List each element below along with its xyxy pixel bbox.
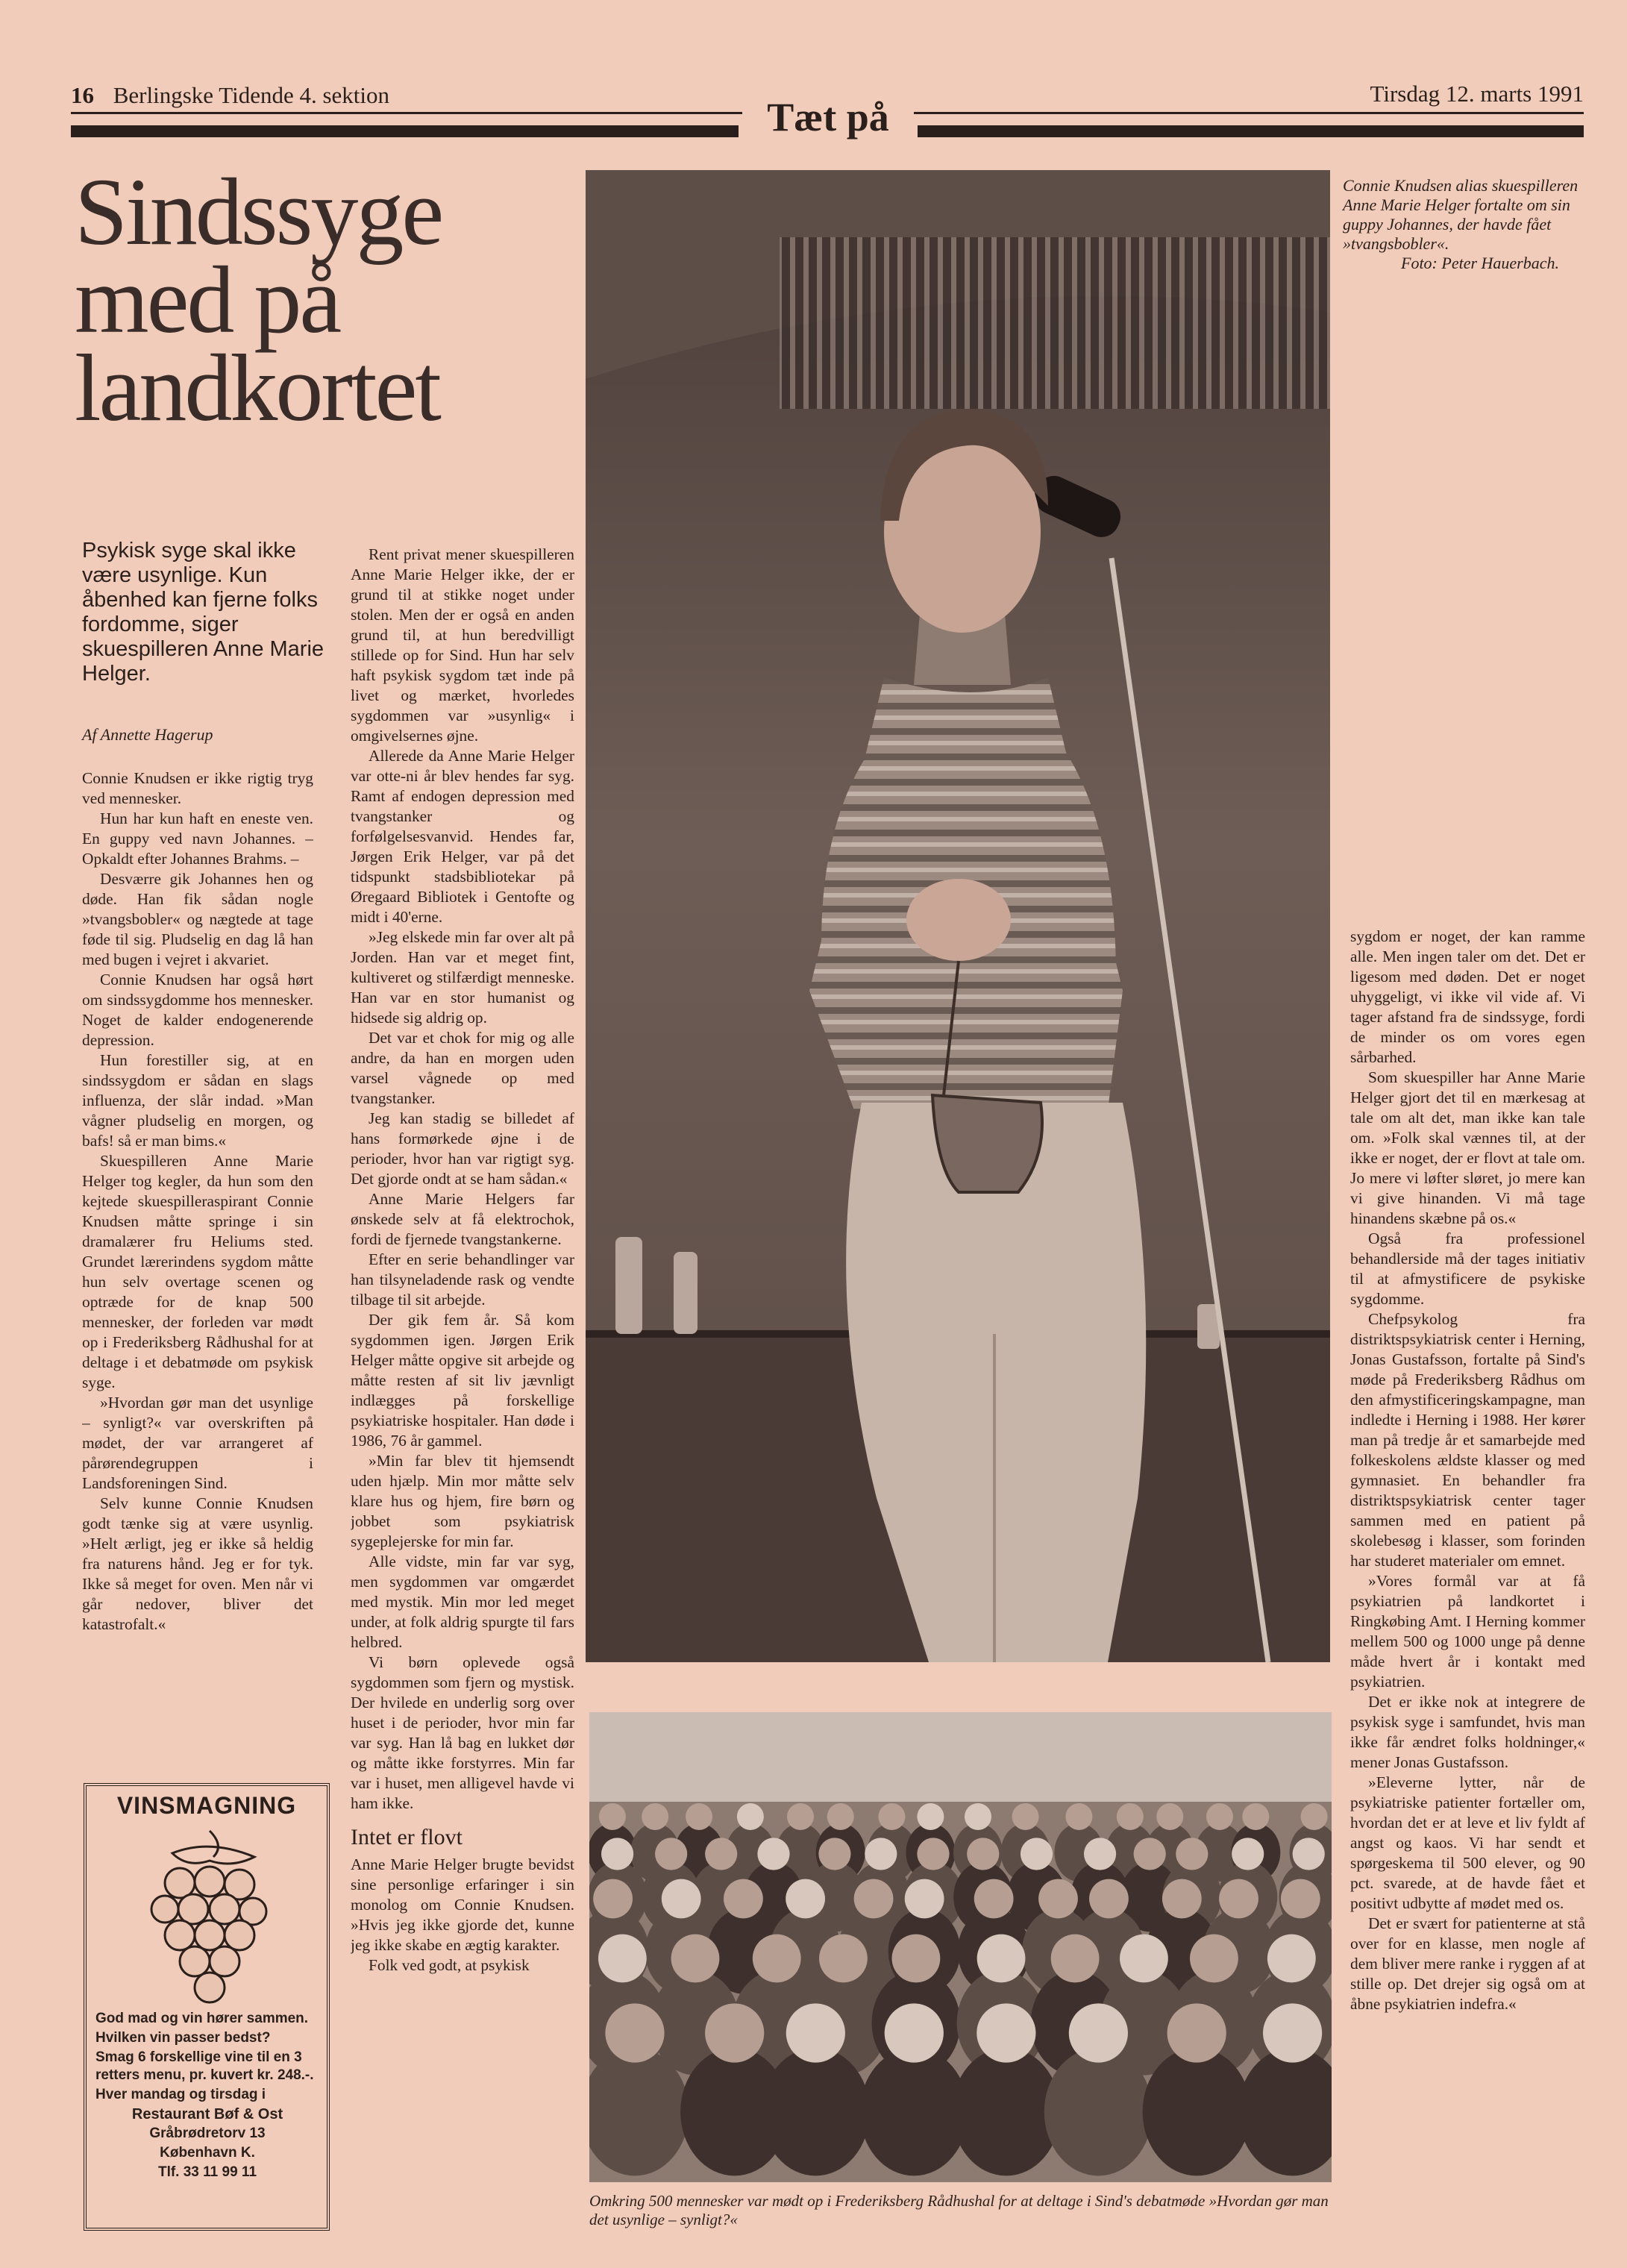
ad-line: Hver mandag og tirsdag i — [95, 2087, 266, 2102]
audience-member-head — [598, 1935, 647, 1983]
audience-member-head — [885, 2003, 944, 2062]
audience-member-head — [1232, 1838, 1264, 1870]
audience-member-head — [1038, 1879, 1078, 1919]
ad-phone: Tlf. 33 11 99 11 — [157, 2164, 257, 2180]
audience-member-head — [1162, 1879, 1202, 1919]
paragraph: »Min far blev tit hjemsendt uden hjælp. Min mor måtte selv klare hus og hjem, fire børn og jobbet som psykiatrisk sygeplejerske for min far. — [351, 1452, 574, 1550]
audience-member-head — [601, 1838, 633, 1870]
paragraph: Hun forestiller sig, at en sindssygdom er sådan en slags influenza, der slår indad. »Man vågner pludselig en morgen, og bafs! så er man bims.« — [82, 1051, 313, 1150]
audience-member-head — [1293, 1838, 1325, 1870]
audience-member-head — [1219, 1879, 1258, 1919]
audience-member-head — [965, 1803, 991, 1830]
audience-member-head — [593, 1879, 633, 1919]
paragraph: Skuespilleren Anne Marie Helger tog kegler, da hun som den kejtede skuespilleraspirant Connie Knudsen måtte springe i sin dramalærer fru Heliums sted. Grundet lærerindens sygdom måtte hun selv overtage scenen og optræde for de knap 500 mennesker, der forleden var mødt op i Frederiksberg Rådhushal for at deltage i et debatmøde om psykisk syge. — [82, 1152, 313, 1391]
crowd-photo — [589, 1712, 1332, 2182]
audience-member-head — [1117, 1803, 1144, 1830]
audience-member-head — [1242, 1803, 1269, 1830]
paragraph: Alle vidste, min far var syg, men sygdommen var omgærdet med mystik. Min mor led meget under, at folk aldrig spurgte til fars helbred. — [351, 1553, 574, 1651]
audience-member-head — [917, 1803, 944, 1830]
ad-line: Hvilken vin passer bedst? — [95, 2030, 271, 2046]
paragraph: sygdom er noget, der kan ramme alle. Men ingen taler om det. Det er ligesom med døden. Det er noget uhyggeligt, vi ikke vil vide af. Vi tager afstand fra de sindssyge, fordi de minder os om vores egen sårbarhed. — [1350, 927, 1585, 1066]
audience-member-body — [952, 2048, 1060, 2176]
paragraph: Selv kunne Connie Knudsen godt tænke sig at være usynlig. »Helt ærligt, jeg er ikke så heldig fra naturens hånd. Jeg er for tyk. Ikke så meget for oven. Men når vi går nedover, bliver det katastrofalt.« — [82, 1494, 313, 1633]
paragraph: Anne Marie Helger brugte bevidst sine personlige erfaringer i sin monolog om Connie Knudsen. »Hvis jeg ikke gjorde det, kunne jeg ikke skabe en ægtig karakter. — [351, 1855, 574, 1954]
performer-photo-illustration — [586, 170, 1330, 1662]
headline-line: Sindssyge — [75, 159, 442, 265]
paragraph: »Jeg elskede min far over alt på Jorden. Han var et meget fint, kultiveret og stilfærdigt menneske. Han var en stor humanist og hidsede sig aldrig op. — [351, 928, 574, 1027]
ad-address: Gråbrødretorv 13 — [149, 2126, 266, 2141]
audience-member-head — [818, 1838, 850, 1870]
audience-member-head — [605, 2003, 664, 2062]
paragraph: Vi børn oplevede også sygdommen som fjern og mystisk. Der hvilede en underlig sorg over huset i de perioder, hvor min far var syg. Han lå bag en lukket dør og måtte ikke forstyrres. Min far var i huset, men alligevel havde vi ham ikke. — [351, 1653, 574, 1812]
main-photo-caption — [1343, 176, 1589, 273]
audience-member-body — [1044, 2048, 1153, 2176]
main-photo — [586, 170, 1330, 1662]
paragraph: »Hvordan gør man det usynlige – synligt?« var overskriften på mødet, der var arrangeret af pårørendegruppen i Landsforeningen Sind. — [82, 1394, 313, 1492]
audience-member-head — [1051, 1935, 1100, 1983]
audience-member-head — [1301, 1803, 1328, 1830]
article-column-2 — [351, 545, 574, 2238]
subheading: Intet er flovt — [351, 1825, 463, 1849]
audience-member-head — [1263, 2003, 1322, 2062]
article-column-3 — [1350, 927, 1585, 2240]
audience-member-head — [905, 1879, 944, 1919]
ad-line: God mad og vin hører sammen. — [95, 2011, 309, 2026]
audience-member-head — [865, 1838, 897, 1870]
audience-member-head — [724, 1879, 763, 1919]
audience-member-head — [892, 1935, 941, 1983]
wine-tasting-ad — [84, 1783, 330, 2231]
paragraph: Hun har kun haft en eneste ven. En guppy ved navn Johannes. – Opkaldt efter Johannes Brahms. – — [82, 809, 313, 868]
audience-member-head — [671, 1935, 720, 1983]
ad-title: VINSMAGNING — [116, 1792, 297, 1819]
article-headline — [75, 159, 552, 441]
header-rule-right — [918, 125, 1584, 137]
audience-member-head — [967, 1838, 999, 1870]
audience-member-head — [737, 1803, 764, 1830]
paragraph: Anne Marie Helgers far ønskede selv at få elektrochok, fordi de fjernede tvangstankerne. — [351, 1190, 574, 1248]
audience-member-head — [786, 1879, 825, 1919]
grape-cluster-icon — [128, 1823, 292, 2010]
audience-member-head — [705, 2003, 764, 2062]
audience-member-head — [787, 1803, 814, 1830]
paragraph: Folk ved godt, at psykisk — [369, 1956, 530, 1974]
audience-member-head — [599, 1803, 626, 1830]
paragraph: »Eleverne lytter, når de psykiatriske patienter fortæller om, hvordan det er at leve et liv fyldt af angst og kaos. Vi har sendt et spørgeskema til 500 elever, og 90 pct. svarede, at de havde fået et positivt udbytte af mødet med os. — [1350, 1773, 1585, 1912]
audience-member-head — [827, 1803, 854, 1830]
audience-member-head — [1065, 1803, 1092, 1830]
audience-member-head — [642, 1803, 668, 1830]
audience-member-head — [753, 1935, 801, 1983]
audience-member-head — [655, 1838, 687, 1870]
audience-photo-illustration — [589, 1712, 1332, 2182]
paragraph: Desværre gik Johannes hen og døde. Han fik sådan nogle »tvangsbobler« og nægtede at tage føde til sig. Pludselig en dag lå han med bugen i vejret i akvariet. — [82, 870, 313, 968]
headline-line: landkortet — [75, 335, 439, 441]
headline-line: med på — [75, 247, 340, 353]
byline: Af Annette Hagerup — [82, 725, 213, 744]
audience-member-head — [854, 1879, 894, 1919]
paragraph: Som skuespiller har Anne Marie Helger gjort det til en mærkesag at tale om alt det, man ikke kan tale om. »Folk skal vænnes til, at der ikke er noget, der er flovt at tale om. Jo mere vi løfter sløret, jo mere kan vi give hinanden. Vi må tage hinandens skæbne på os.« — [1350, 1068, 1585, 1227]
audience-member-head — [878, 1803, 905, 1830]
caption-text: Connie Knudsen alias skuespilleren Anne Marie Helger fortalte om sin guppy Johannes, der havde fået »tvangsbobler«. — [1343, 176, 1579, 253]
audience-member-head — [757, 1838, 789, 1870]
audience-member-head — [786, 2003, 845, 2062]
paragraph: Connie Knudsen er ikke rigtig tryg ved mennesker. — [82, 769, 313, 807]
ad-city: København K. — [160, 2145, 255, 2161]
audience-member-head — [705, 1838, 737, 1870]
paragraph: Efter en serie behandlinger var han tilsyneladende rask og vendte tilbage til sit arbejde. — [351, 1250, 574, 1309]
audience-member-head — [1021, 1838, 1053, 1870]
page-header-left — [71, 82, 389, 109]
audience-member-head — [917, 1838, 949, 1870]
photo-credit: Foto: Peter Hauerbach. — [1401, 254, 1559, 272]
audience-member-head — [1167, 2003, 1226, 2062]
audience-member-head — [1069, 2003, 1128, 2062]
audience-member-head — [1012, 1803, 1039, 1830]
audience-member-head — [686, 1803, 712, 1830]
audience-member-body — [1143, 2048, 1251, 2176]
paragraph: Allerede da Anne Marie Helger var otte-ni år blev hendes far syg. Ramt af endogen depression med tvangstanker og forfølgelsesvanvid. Hendes far, Jørgen Erik Helger, var på det tidspunkt stadsbibliotekar på Øregaard Bibliotek i Gentofte og midt i 40'erne. — [351, 747, 574, 926]
audience-member-head — [1190, 1935, 1238, 1983]
ad-body — [95, 2010, 319, 2183]
audience-member-head — [976, 2003, 1035, 2062]
ad-line: Smag 6 forskellige vine til en 3 retters menu, pr. kuvert kr. 248.-. — [95, 2049, 314, 2083]
audience-member-head — [1281, 1879, 1320, 1919]
audience-member-head — [1089, 1879, 1129, 1919]
paragraph: Der gik fem år. Så kom sygdommen igen. Jørgen Erik Helger måtte opgive sit arbejde og måtte resten af sit liv jævnligt indlægges på forskellige psykiatriske hospitaler. Han døde i 1986, 76 år gammel. — [351, 1311, 574, 1450]
audience-member-head — [1156, 1803, 1183, 1830]
paragraph: Det er ikke nok at integrere de psykisk syge i samfundet, hvis man ikke får ændret folks holdninger,« mener Jonas Gustafsson. — [1350, 1693, 1585, 1771]
audience-member-head — [819, 1935, 868, 1983]
article-lead: Psykisk syge skal ikke være usynlige. Kun åbenhed kan fjerne folks fordomme, siger skuespilleren Anne Marie Helger. — [82, 539, 325, 686]
page-date: Tirsdag 12. marts 1991 — [1370, 81, 1584, 107]
audience-member-head — [662, 1879, 701, 1919]
audience-member-head — [1267, 1935, 1316, 1983]
paragraph: Også fra professionel behandlerside må der tages initiativ til at afmystificere de psykiske sygdomme. — [1350, 1229, 1585, 1308]
audience-member-head — [1176, 1838, 1208, 1870]
crowd-photo-caption: Omkring 500 mennesker var mødt op i Frederiksberg Rådhushal for at deltage i Sind's debatmøde »Hvordan gør man det usynlige – synligt?« — [589, 2192, 1329, 2228]
paper-name: Berlingske Tidende 4. sektion — [113, 82, 390, 108]
section-label: Tæt på — [742, 94, 914, 140]
page-number: 16 — [71, 82, 94, 108]
paragraph: Connie Knudsen har også hørt om sindssygdomme hos mennesker. Noget de kalder endogenerende depression. — [82, 971, 313, 1049]
paragraph: Rent privat mener skuespilleren Anne Marie Helger ikke, der er grund til at stikke noget under stolen. Men der er også en anden grund til, at hun beredvilligt stillede op for Sind. Hun har selv haft psykisk sygdom tæt inde på livet og mærket, hvorledes sygdommen var »usynlig« i omgivelsernes øjne. — [351, 545, 574, 745]
audience-member-head — [1084, 1838, 1116, 1870]
paragraph: Jeg kan stadig se billedet af hans formørkede øjne i de perioder, hvor han var rigtigt syg. Det gjorde ondt at se ham sådan.« — [351, 1109, 574, 1188]
header-rule-left — [71, 125, 739, 137]
audience-member-head — [1134, 1838, 1166, 1870]
paragraph: Det var et chok for mig og alle andre, da han en morgen uden varsel vågnede op med tvangstanker. — [351, 1029, 574, 1107]
article-column-1 — [82, 768, 313, 1746]
audience-member-head — [974, 1879, 1014, 1919]
paragraph: Det er svært for patienterne at stå over for en klasse, men nogle af dem bliver mere ranke i ryggen af at stille op. Det drejer sig også om at åbne psykiatrien indefra.« — [1350, 1914, 1585, 2013]
ad-restaurant: Restaurant Bøf & Ost — [131, 2106, 283, 2123]
audience-member-head — [1120, 1935, 1168, 1983]
paragraph: »Vores formål var at få psykiatrien på landkortet i Ringkøbing Amt. I Herning kommer mellem 500 og 1000 unge på denne måde hvert år i kontakt med psykiatrien. — [1350, 1572, 1585, 1691]
audience-member-head — [1206, 1803, 1233, 1830]
audience-member-head — [977, 1935, 1026, 1983]
paragraph: Chefpsykolog fra distriktspsykiatrisk center i Herning, Jonas Gustafsson, fortalte på Sind's møde på Frederiksberg Rådhus om den afmystificeringskampagne, man indledte i Herning i 1988. Her kører man på tredje år et samarbejde med folkeskolens ældste klasser og med gymnasiet. En behandler fra distriktspsykiatrisk center tager sammen med en patient på skolebesøg i klasser, som forinden har studeret materialer om emnet. — [1350, 1310, 1585, 1570]
audience-member-body — [762, 2048, 870, 2176]
audience-member-body — [860, 2048, 968, 2176]
